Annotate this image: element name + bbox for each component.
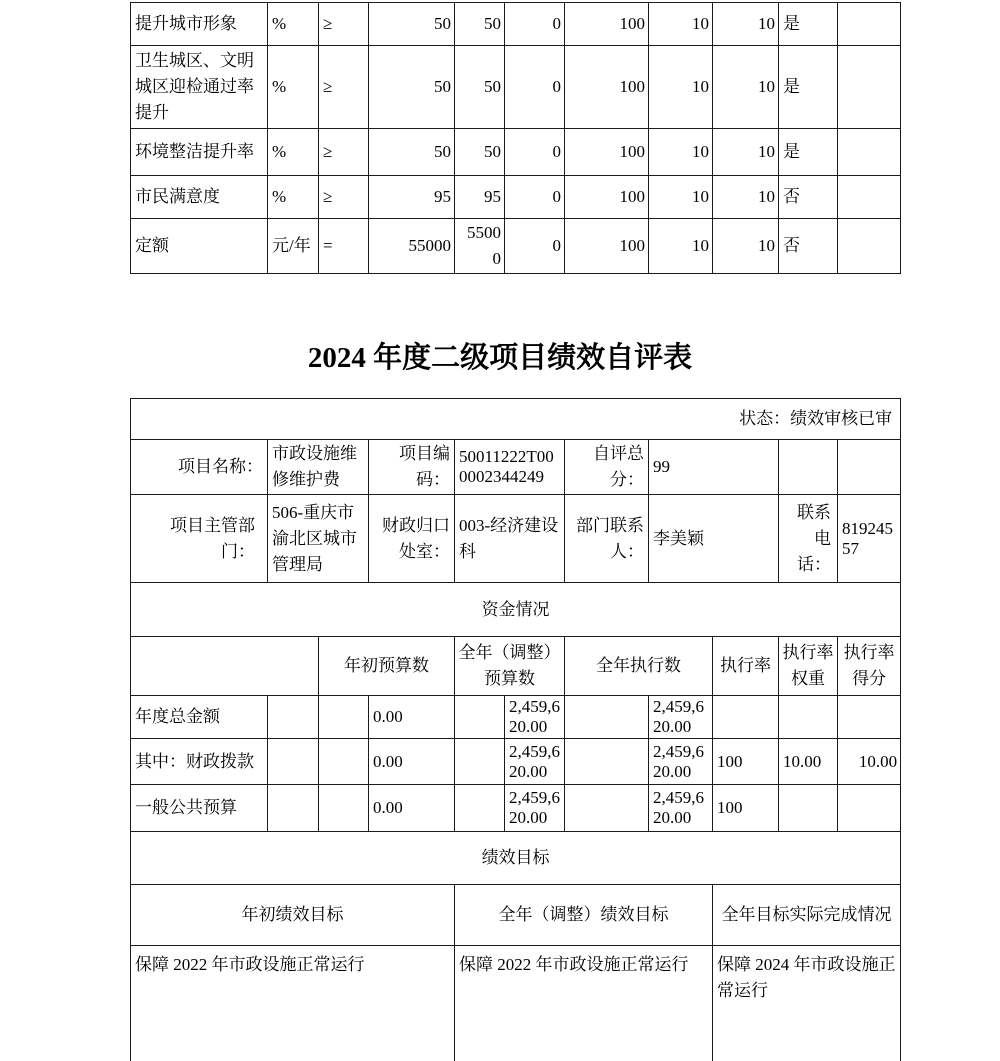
empty-cell xyxy=(565,696,649,739)
rate-score-header: 执行率得分 xyxy=(838,637,901,696)
funding-row-label: 一般公共预算 xyxy=(131,785,268,832)
funding-row xyxy=(131,739,901,785)
empty-cell xyxy=(268,739,319,785)
execution-rate-value: 100 xyxy=(713,739,779,785)
actual-value: 55000 xyxy=(455,219,505,274)
target-value: 50 xyxy=(369,46,455,129)
department-info-row xyxy=(131,495,901,583)
indicator-name: 提升城市形象 xyxy=(131,3,268,46)
completion-rate: 100 xyxy=(565,176,649,219)
status-row xyxy=(131,399,901,440)
target-value: 55000 xyxy=(369,219,455,274)
empty-cell xyxy=(779,440,838,495)
status-badge: 状态：绩效审核已审 xyxy=(131,399,901,440)
flag-value: 是 xyxy=(779,46,838,129)
goals-data-row xyxy=(131,946,901,1061)
finance-office-label: 财政归口处室： xyxy=(369,495,455,583)
empty-cell xyxy=(131,637,319,696)
project-code-value: 50011222T000002344249 xyxy=(455,440,565,495)
actual-value: 50 xyxy=(455,46,505,129)
phone-label: 联系电话： xyxy=(779,495,838,583)
indicator-operator: ≥ xyxy=(319,46,369,129)
department-value: 506-重庆市渝北区城市管理局 xyxy=(268,495,369,583)
actual-completion-value: 保障 2024 年市政设施正常运行 xyxy=(713,946,901,1061)
indicator-row xyxy=(131,219,901,274)
goals-section-title: 绩效目标 xyxy=(131,832,901,885)
weight-value: 10 xyxy=(649,129,713,176)
score-value: 10 xyxy=(713,176,779,219)
empty-cell xyxy=(319,739,369,785)
empty-cell xyxy=(838,440,901,495)
execution-rate-value xyxy=(713,696,779,739)
executed-amount-value: 2,459,620.00 xyxy=(649,739,713,785)
indicator-name: 卫生城区、文明城区迎检通过率提升 xyxy=(131,46,268,129)
rate-weight-value xyxy=(779,696,838,739)
empty-cell xyxy=(838,46,901,129)
empty-cell xyxy=(838,3,901,46)
phone-value: 81924557 xyxy=(838,495,901,583)
score-value: 10 xyxy=(713,46,779,129)
flag-value: 否 xyxy=(779,219,838,274)
completion-rate: 100 xyxy=(565,3,649,46)
weight-value: 10 xyxy=(649,46,713,129)
empty-cell xyxy=(455,739,505,785)
project-name-label: 项目名称： xyxy=(131,440,268,495)
target-value: 50 xyxy=(369,3,455,46)
score-value: 10 xyxy=(713,3,779,46)
weight-value: 10 xyxy=(649,176,713,219)
indicator-operator: ≥ xyxy=(319,176,369,219)
actual-completion-header: 全年目标实际完成情况 xyxy=(713,885,901,946)
flag-value: 否 xyxy=(779,176,838,219)
rate-weight-header: 执行率权重 xyxy=(779,637,838,696)
indicator-row xyxy=(131,46,901,129)
indicator-name: 市民满意度 xyxy=(131,176,268,219)
score-value: 10 xyxy=(713,219,779,274)
indicator-name: 定额 xyxy=(131,219,268,274)
indicator-name: 环境整洁提升率 xyxy=(131,129,268,176)
deviation-value: 0 xyxy=(505,176,565,219)
self-evaluation-table xyxy=(130,398,901,1061)
initial-budget-header: 年初预算数 xyxy=(319,637,455,696)
empty-cell xyxy=(268,785,319,832)
initial-goal-header: 年初绩效目标 xyxy=(131,885,455,946)
target-value: 50 xyxy=(369,129,455,176)
department-label: 项目主管部门： xyxy=(131,495,268,583)
deviation-value: 0 xyxy=(505,3,565,46)
target-value: 95 xyxy=(369,176,455,219)
rate-weight-value xyxy=(779,785,838,832)
weight-value: 10 xyxy=(649,3,713,46)
rate-score-value xyxy=(838,785,901,832)
adjusted-budget-value: 2,459,620.00 xyxy=(505,785,565,832)
funding-section-row xyxy=(131,583,901,637)
project-code-label: 项目编码： xyxy=(369,440,455,495)
indicator-unit: 元/年 xyxy=(268,219,319,274)
actual-value: 50 xyxy=(455,3,505,46)
indicator-unit: % xyxy=(268,3,319,46)
deviation-value: 0 xyxy=(505,46,565,129)
finance-office-value: 003-经济建设科 xyxy=(455,495,565,583)
empty-cell xyxy=(838,176,901,219)
empty-cell xyxy=(565,785,649,832)
goals-header-row xyxy=(131,885,901,946)
contact-label: 部门联系人： xyxy=(565,495,649,583)
execution-rate-header: 执行率 xyxy=(713,637,779,696)
indicator-unit: % xyxy=(268,176,319,219)
self-score-value: 99 xyxy=(649,440,779,495)
empty-cell xyxy=(565,739,649,785)
rate-score-value xyxy=(838,696,901,739)
empty-cell xyxy=(319,696,369,739)
empty-cell xyxy=(455,785,505,832)
executed-amount-value: 2,459,620.00 xyxy=(649,785,713,832)
score-value: 10 xyxy=(713,129,779,176)
adjusted-goal-value: 保障 2022 年市政设施正常运行 xyxy=(455,946,713,1061)
empty-cell xyxy=(838,129,901,176)
flag-value: 是 xyxy=(779,3,838,46)
empty-cell xyxy=(319,785,369,832)
rate-score-value: 10.00 xyxy=(838,739,901,785)
initial-budget-value: 0.00 xyxy=(369,696,455,739)
indicator-operator: ≥ xyxy=(319,129,369,176)
self-score-label: 自评总分： xyxy=(565,440,649,495)
execution-rate-value: 100 xyxy=(713,785,779,832)
rate-weight-value: 10.00 xyxy=(779,739,838,785)
adjusted-goal-header: 全年（调整）绩效目标 xyxy=(455,885,713,946)
indicator-row xyxy=(131,129,901,176)
flag-value: 是 xyxy=(779,129,838,176)
indicator-unit: % xyxy=(268,129,319,176)
initial-budget-value: 0.00 xyxy=(369,785,455,832)
adjusted-budget-value: 2,459,620.00 xyxy=(505,739,565,785)
actual-value: 50 xyxy=(455,129,505,176)
funding-row xyxy=(131,696,901,739)
initial-goal-value: 保障 2022 年市政设施正常运行 xyxy=(131,946,455,1061)
empty-cell xyxy=(268,696,319,739)
indicator-row xyxy=(131,176,901,219)
funding-row-label: 年度总金额 xyxy=(131,696,268,739)
funding-section-title: 资金情况 xyxy=(131,583,901,637)
deviation-value: 0 xyxy=(505,219,565,274)
adjusted-budget-header: 全年（调整）预算数 xyxy=(455,637,565,696)
completion-rate: 100 xyxy=(565,129,649,176)
project-info-row xyxy=(131,440,901,495)
completion-rate: 100 xyxy=(565,46,649,129)
executed-amount-header: 全年执行数 xyxy=(565,637,713,696)
executed-amount-value: 2,459,620.00 xyxy=(649,696,713,739)
completion-rate: 100 xyxy=(565,219,649,274)
contact-value: 李美颖 xyxy=(649,495,779,583)
initial-budget-value: 0.00 xyxy=(369,739,455,785)
adjusted-budget-value: 2,459,620.00 xyxy=(505,696,565,739)
page-title: 2024 年度二级项目绩效自评表 xyxy=(307,342,693,374)
indicator-operator: = xyxy=(319,219,369,274)
funding-header-row xyxy=(131,637,901,696)
project-name-value: 市政设施维修维护费 xyxy=(268,440,369,495)
indicator-unit: % xyxy=(268,46,319,129)
empty-cell xyxy=(838,219,901,274)
indicator-table xyxy=(130,2,901,274)
funding-row-label: 其中：财政拨款 xyxy=(131,739,268,785)
indicator-row xyxy=(131,3,901,46)
indicator-operator: ≥ xyxy=(319,3,369,46)
weight-value: 10 xyxy=(649,219,713,274)
actual-value: 95 xyxy=(455,176,505,219)
goals-section-row xyxy=(131,832,901,885)
funding-row xyxy=(131,785,901,832)
deviation-value: 0 xyxy=(505,129,565,176)
empty-cell xyxy=(455,696,505,739)
